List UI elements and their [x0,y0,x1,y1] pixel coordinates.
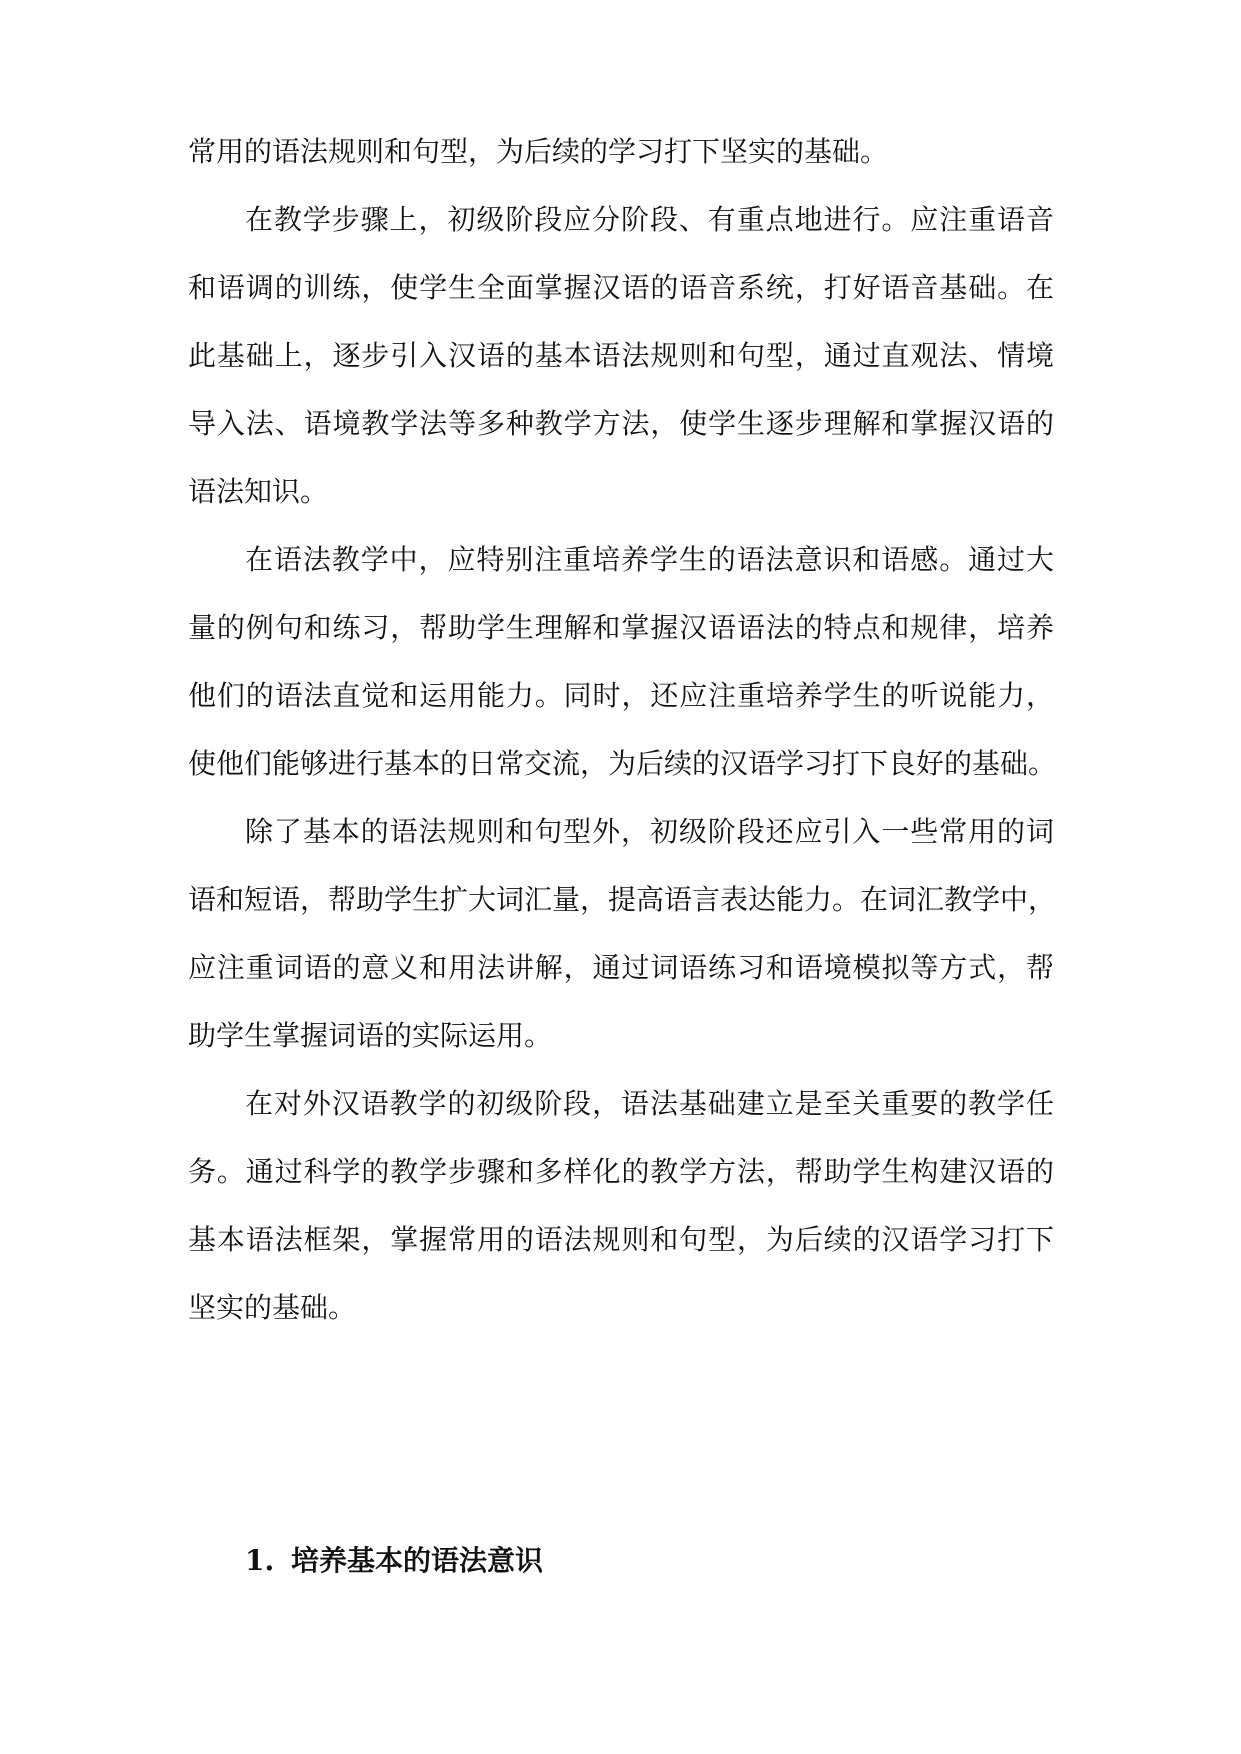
section-number: 1. [245,1544,275,1577]
paragraph-line: 语和短语，帮助学生扩大词汇量，提高语言表达能力。在词汇教学中， [188,883,1057,916]
section-title: 培养基本的语法意识 [291,1544,544,1577]
paragraph-line: 量的例句和练习，帮助学生理解和掌握汉语语法的特点和规律，培养 [188,611,1054,644]
paragraph-line: 和语调的训练，使学生全面掌握汉语的语音系统，打好语音基础。在 [188,271,1054,304]
document-page [188,0,1057,1754]
paragraph-line: 常用的语法规则和句型，为后续的学习打下坚实的基础。 [188,135,889,168]
paragraph-line: 语法知识。 [188,475,329,508]
paragraph-line: 使他们能够进行基本的日常交流，为后续的汉语学习打下良好的基础。 [188,747,1057,780]
paragraph-line: 在教学步骤上，初级阶段应分阶段、有重点地进行。应注重语音 [245,203,1054,236]
paragraph-line: 他们的语法直觉和运用能力。同时，还应注重培养学生的听说能力， [188,679,1054,712]
paragraph-line: 应注重词语的意义和用法讲解，通过词语练习和语境模拟等方式，帮 [188,951,1054,984]
paragraph-line: 此基础上，逐步引入汉语的基本语法规则和句型，通过直观法、情境 [188,339,1054,372]
paragraph-line: 除了基本的语法规则和句型外，初级阶段还应引入一些常用的词 [245,815,1054,848]
paragraph-line: 在对外汉语教学的初级阶段，语法基础建立是至关重要的教学任 [245,1087,1054,1120]
paragraph-line: 助学生掌握词语的实际运用。 [188,1019,553,1052]
section-heading [245,1536,543,1586]
paragraph-line: 坚实的基础。 [188,1291,357,1324]
paragraph-line: 导入法、语境教学法等多种教学方法，使学生逐步理解和掌握汉语的 [188,407,1054,440]
paragraph-line: 务。通过科学的教学步骤和多样化的教学方法，帮助学生构建汉语的 [188,1155,1054,1188]
paragraph-line: 在语法教学中，应特别注重培养学生的语法意识和语感。通过大 [245,543,1054,576]
paragraph-line: 基本语法框架，掌握常用的语法规则和句型，为后续的汉语学习打下 [188,1223,1054,1256]
